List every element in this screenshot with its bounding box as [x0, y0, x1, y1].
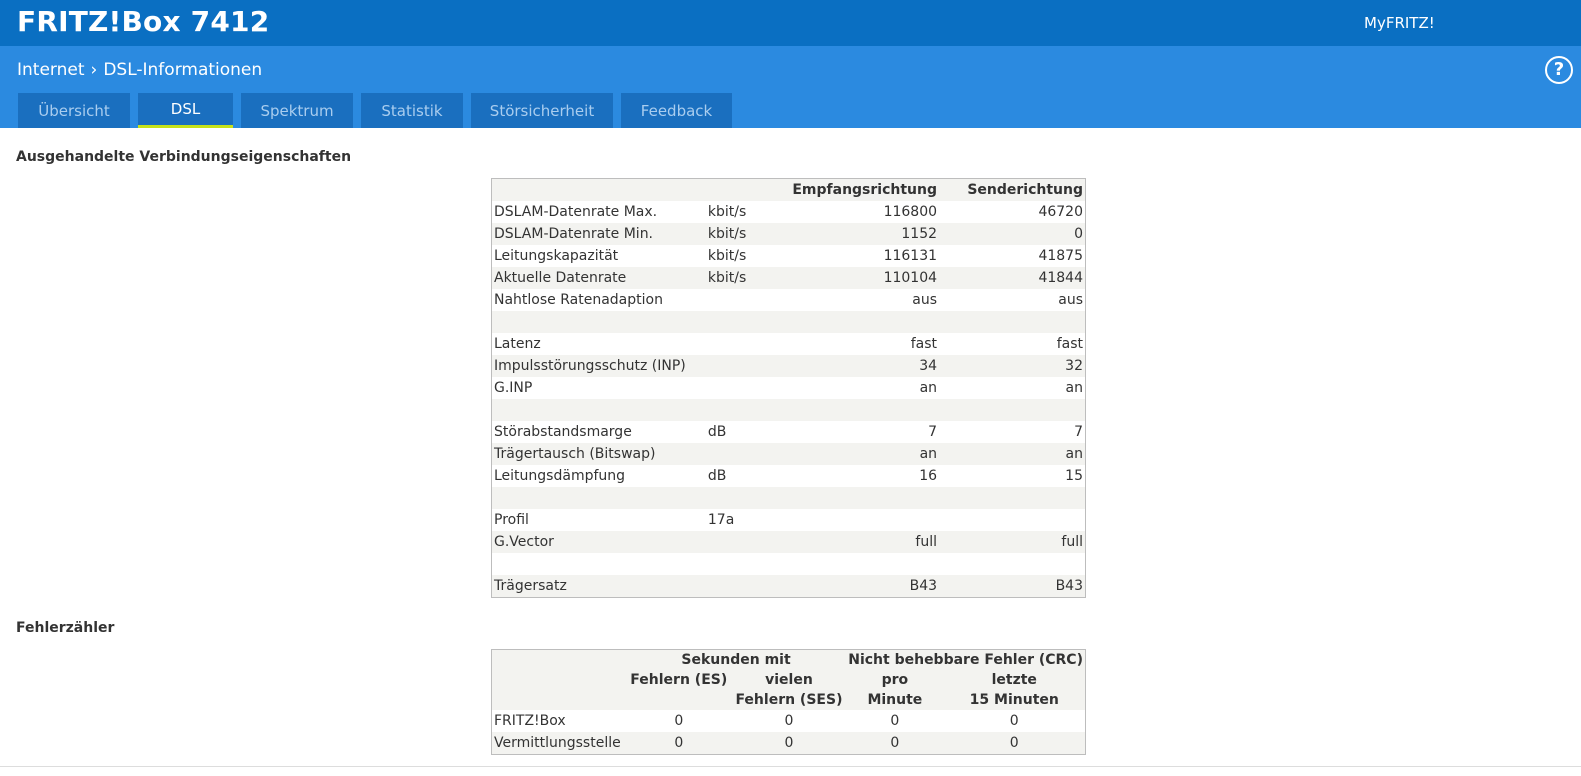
- tab-störsicherheit[interactable]: Störsicherheit: [471, 93, 613, 128]
- row-unit: [706, 575, 786, 598]
- row-value: 110104: [786, 267, 939, 289]
- properties-table: [491, 178, 1086, 598]
- row-value: [939, 399, 1085, 421]
- tab-bar: [18, 93, 732, 128]
- row-unit: [706, 289, 786, 311]
- chevron-right-icon: ›: [90, 60, 98, 80]
- col-l15-1: letzte: [944, 670, 1086, 690]
- row-label: Nahtlose Ratenadaption: [494, 292, 663, 308]
- breadcrumb-root[interactable]: Internet: [17, 60, 85, 80]
- row-value: 7: [1074, 424, 1083, 440]
- row-value: 116800: [883, 204, 938, 220]
- row-value: [939, 553, 1085, 575]
- row-label: G.INP: [494, 380, 533, 396]
- row-value: [786, 311, 939, 333]
- tab-übersicht[interactable]: Übersicht: [18, 93, 130, 128]
- breadcrumb-current: DSL-Informationen: [103, 60, 263, 80]
- row-unit: kbit/s: [707, 248, 747, 264]
- table-row: [492, 732, 1086, 755]
- table-row: [492, 355, 1086, 377]
- group-seconds: Sekunden mit: [626, 650, 846, 671]
- row-value: 34: [786, 355, 939, 377]
- row-value: 7: [928, 424, 938, 440]
- table-row: [492, 289, 1086, 311]
- tab-feedback[interactable]: Feedback: [621, 93, 732, 128]
- row-value: [786, 509, 939, 531]
- header-cell: [492, 179, 706, 202]
- table-row: [492, 509, 1086, 531]
- row-value: 0: [1009, 713, 1019, 729]
- row-label: FRITZ!Box: [494, 713, 566, 729]
- row-value: 15: [1065, 468, 1083, 484]
- row-value: 41875: [1038, 248, 1083, 264]
- myfritz-link[interactable]: MyFRITZ!: [1364, 14, 1435, 32]
- row-value: full: [939, 531, 1085, 553]
- row-value: an: [1065, 380, 1083, 396]
- table-row: [492, 377, 1086, 399]
- tab-spektrum[interactable]: Spektrum: [241, 93, 353, 128]
- row-label: Vermittlungsstelle: [492, 732, 626, 755]
- row-value: 0: [784, 713, 794, 729]
- row-label: Impulsstörungsschutz (INP): [492, 355, 706, 377]
- header-cell: [706, 179, 786, 202]
- sub-bar: [0, 46, 1581, 128]
- col-ses-2: Fehlern (SES): [732, 690, 847, 710]
- row-value: B43: [786, 575, 939, 598]
- row-label: Leitungsdämpfung: [494, 468, 626, 484]
- table-row: [492, 531, 1086, 553]
- row-unit: 17a: [707, 512, 735, 528]
- header-empfang: Empfangsrichtung: [786, 179, 939, 202]
- row-label: [492, 487, 706, 509]
- table-row: [492, 245, 1086, 267]
- row-value: 0: [626, 732, 732, 755]
- row-label: Trägersatz: [492, 575, 706, 598]
- row-unit: [706, 443, 786, 465]
- row-unit: [706, 377, 786, 399]
- tab-statistik[interactable]: Statistik: [361, 93, 463, 128]
- row-unit: [706, 311, 786, 333]
- row-value: 0: [944, 732, 1086, 755]
- table-row: [492, 311, 1086, 333]
- header-sende: Senderichtung: [939, 179, 1085, 202]
- row-value: [939, 311, 1085, 333]
- table-row: [492, 399, 1086, 421]
- row-unit: [706, 333, 786, 355]
- row-unit: [706, 531, 786, 553]
- brand-title: FRITZ!Box 7412: [17, 5, 270, 38]
- row-label: Trägertausch (Bitswap): [492, 443, 706, 465]
- table-row: [492, 421, 1086, 443]
- row-value: 0: [732, 732, 847, 755]
- row-value: 16: [919, 468, 938, 484]
- row-unit: kbit/s: [706, 223, 786, 245]
- row-value: fast: [1056, 336, 1083, 352]
- row-label: Störabstandsmarge: [494, 424, 632, 440]
- row-value: 46720: [1038, 204, 1083, 220]
- row-value: 41844: [939, 267, 1085, 289]
- errors-header-row: [492, 650, 1086, 671]
- row-unit: [706, 399, 786, 421]
- table-row: [492, 465, 1086, 487]
- row-label: Profil: [494, 512, 529, 528]
- row-value: fast: [910, 336, 938, 352]
- row-label: Latenz: [494, 336, 541, 352]
- table-row: [492, 267, 1086, 289]
- row-label: [492, 311, 706, 333]
- table-row: [492, 333, 1086, 355]
- properties-header-row: [492, 179, 1086, 202]
- row-value: [786, 399, 939, 421]
- row-unit: kbit/s: [707, 204, 747, 220]
- row-value: an: [786, 443, 939, 465]
- col-l15-2: 15 Minuten: [944, 690, 1086, 710]
- row-value: an: [919, 380, 938, 396]
- row-label: [492, 553, 706, 575]
- row-label: G.Vector: [492, 531, 706, 553]
- row-unit: kbit/s: [706, 267, 786, 289]
- row-label: DSLAM-Datenrate Max.: [494, 204, 658, 220]
- row-label: Leitungskapazität: [494, 248, 619, 264]
- row-value: 0: [846, 732, 943, 755]
- row-value: 116131: [883, 248, 938, 264]
- table-row: [492, 443, 1086, 465]
- help-icon[interactable]: ?: [1545, 56, 1573, 84]
- group-crc: Nicht behebbare Fehler (CRC): [846, 650, 1085, 671]
- errors-title: Fehlerzähler: [16, 620, 115, 636]
- row-value: 0: [674, 713, 684, 729]
- table-row: [492, 487, 1086, 509]
- row-unit: dB: [707, 424, 727, 440]
- row-unit: [706, 355, 786, 377]
- errors-header-row: [492, 670, 1086, 690]
- row-value: full: [786, 531, 939, 553]
- col-pm-2: Minute: [846, 690, 943, 710]
- divider: [0, 766, 1581, 767]
- breadcrumb: [17, 60, 262, 80]
- row-value: 0: [939, 223, 1085, 245]
- row-value: [786, 487, 939, 509]
- errors-header-row: [492, 690, 1086, 710]
- row-value: aus: [912, 292, 938, 308]
- row-value: [939, 487, 1085, 509]
- row-value: 1152: [786, 223, 939, 245]
- row-label: DSLAM-Datenrate Min.: [492, 223, 706, 245]
- col-es: Fehlern (ES): [626, 670, 732, 690]
- tab-dsl[interactable]: DSL: [138, 93, 233, 128]
- table-row: [492, 710, 1086, 732]
- row-label: Aktuelle Datenrate: [492, 267, 706, 289]
- row-unit: [706, 553, 786, 575]
- col-ses-1: vielen: [732, 670, 847, 690]
- table-row: [492, 575, 1086, 598]
- row-value: [939, 509, 1085, 531]
- row-value: 0: [890, 713, 900, 729]
- table-row: [492, 201, 1086, 223]
- row-label: [492, 399, 706, 421]
- row-value: an: [939, 443, 1085, 465]
- row-unit: dB: [707, 468, 727, 484]
- row-value: [786, 553, 939, 575]
- row-unit: [706, 487, 786, 509]
- properties-title: Ausgehandelte Verbindungseigenschaften: [16, 149, 352, 165]
- row-value: 32: [939, 355, 1085, 377]
- table-row: [492, 553, 1086, 575]
- top-bar: [0, 0, 1581, 46]
- row-value: aus: [1058, 292, 1083, 308]
- errors-table: [491, 649, 1086, 755]
- row-value: B43: [939, 575, 1085, 598]
- col-pm-1: pro: [846, 670, 943, 690]
- table-row: [492, 223, 1086, 245]
